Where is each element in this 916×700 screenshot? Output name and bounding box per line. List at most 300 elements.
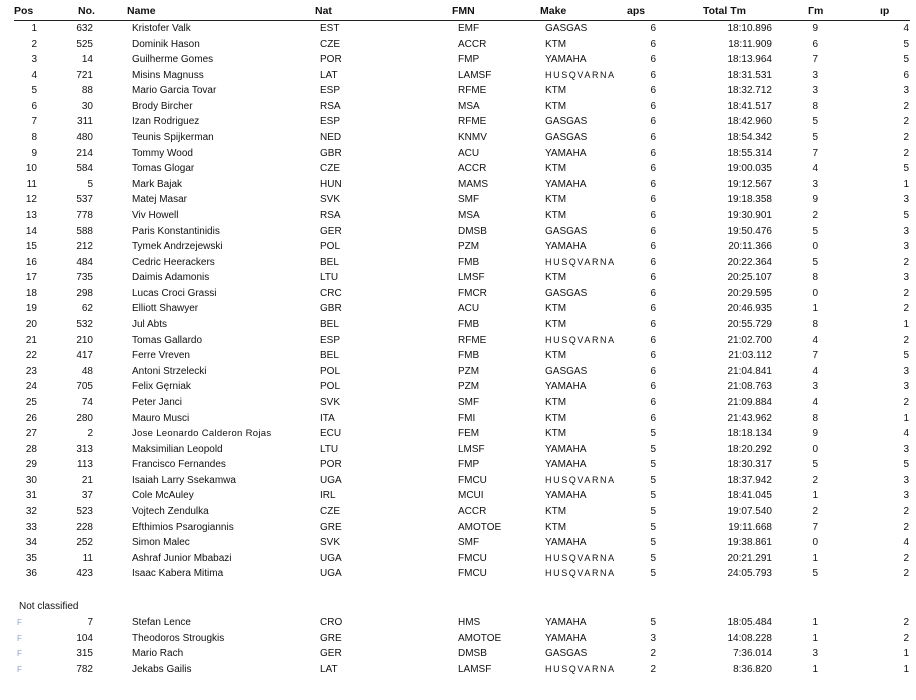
cell-lp: 5: [903, 350, 909, 362]
cell-fmn: MSA: [458, 100, 480, 112]
cell-lp: 5: [903, 163, 909, 175]
cell-fmn: LAMSF: [458, 663, 492, 675]
cell-no: 48: [81, 365, 93, 377]
cell-make: KTM: [545, 505, 567, 517]
cell-make: HUSQVARNA: [545, 256, 616, 267]
table-row: [0, 208, 916, 223]
cell-lp: 3: [903, 85, 909, 97]
cell-name: Jose Leonardo Calderon Rojas: [132, 428, 272, 440]
cell-no: 782: [76, 663, 93, 675]
cell-lp: 2: [903, 287, 909, 299]
table-row: [0, 286, 916, 301]
cell-nat: GRE: [320, 521, 342, 533]
cell-lp: 6: [903, 69, 909, 81]
cell-make: KTM: [545, 428, 567, 440]
cell-lp: 2: [903, 256, 909, 268]
cell-no: 37: [81, 490, 93, 502]
cell-fmn: KNMV: [458, 132, 487, 144]
cell-fmn: ACCR: [458, 163, 487, 175]
header-nat: Nat: [315, 5, 332, 17]
cell-laps: 6: [650, 319, 656, 331]
cell-laps: 5: [650, 552, 656, 564]
cell-total: 20:55.729: [727, 319, 772, 331]
cell-total: 20:46.935: [727, 303, 772, 315]
cell-tm: 2: [812, 505, 818, 517]
cell-fmn: RFME: [458, 334, 487, 346]
cell-lp: 2: [903, 568, 909, 580]
cell-pos: 14: [25, 225, 37, 237]
table-row: [0, 52, 916, 67]
table-row: [0, 535, 916, 550]
cell-laps: 6: [650, 412, 656, 424]
table-row: [0, 631, 916, 646]
cell-laps: 6: [650, 225, 656, 237]
cell-name: Ferre Vreven: [132, 350, 190, 362]
cell-no: 21: [81, 474, 93, 486]
cell-nat: BEL: [320, 319, 339, 331]
cell-name: Kristofer Valk: [132, 23, 191, 34]
cell-pos: 20: [25, 319, 37, 331]
cell-name: Isaac Kabera Mitima: [132, 568, 224, 580]
cell-no: 228: [76, 521, 93, 533]
cell-name: Matej Masar: [132, 194, 188, 206]
cell-laps: 6: [650, 54, 656, 66]
cell-pos: 29: [25, 459, 37, 471]
cell-tm: 4: [812, 334, 818, 346]
cell-name: Brody Bircher: [132, 100, 193, 112]
cell-make: GASGAS: [545, 132, 588, 144]
cell-laps: 6: [650, 38, 656, 50]
cell-pos: F: [17, 649, 22, 659]
cell-laps: 5: [650, 490, 656, 502]
cell-no: 523: [76, 505, 93, 517]
cell-total: 20:25.107: [727, 272, 772, 284]
cell-pos: 7: [31, 116, 37, 128]
cell-name: Mario Garcia Tovar: [132, 85, 217, 97]
cell-fmn: RFME: [458, 85, 487, 97]
cell-pos: 15: [25, 241, 37, 253]
cell-fmn: LMSF: [458, 443, 485, 455]
cell-nat: ITA: [320, 412, 335, 424]
cell-tm: 1: [812, 632, 818, 644]
cell-name: Felix Gęrniak: [132, 381, 191, 393]
cell-lp: 3: [903, 474, 909, 486]
cell-fmn: PZM: [458, 241, 480, 253]
cell-laps: 6: [650, 85, 656, 97]
cell-total: 18:42.960: [727, 116, 772, 128]
cell-nat: UGA: [320, 552, 342, 564]
cell-lp: 2: [903, 116, 909, 128]
header-lp: ıp: [880, 5, 890, 17]
cell-nat: LTU: [320, 443, 339, 455]
cell-name: Jul Abts: [132, 319, 168, 331]
cell-lp: 2: [903, 505, 909, 517]
cell-laps: 2: [650, 648, 656, 660]
cell-lp: 5: [903, 209, 909, 221]
cell-no: 480: [76, 132, 93, 144]
cell-fmn: MSA: [458, 209, 480, 221]
cell-fmn: HMS: [458, 617, 481, 628]
cell-name: Lucas Croci Grassi: [132, 287, 217, 299]
cell-pos: 23: [25, 365, 37, 377]
header-total: Total Tm: [703, 5, 746, 17]
cell-no: 74: [81, 396, 93, 408]
cell-nat: CRC: [320, 287, 342, 299]
table-row: [0, 114, 916, 129]
cell-name: Tomas Glogar: [132, 163, 195, 175]
cell-nat: EST: [320, 23, 340, 34]
cell-make: YAMAHA: [545, 178, 587, 190]
cell-fmn: LMSF: [458, 272, 485, 284]
cell-tm: 7: [812, 350, 818, 362]
cell-nat: SVK: [320, 396, 341, 408]
cell-nat: LTU: [320, 272, 339, 284]
cell-nat: CZE: [320, 163, 340, 175]
cell-laps: 6: [650, 116, 656, 128]
cell-lp: 4: [903, 23, 909, 34]
cell-make: KTM: [545, 319, 567, 331]
cell-no: 252: [76, 537, 93, 549]
table-row: [0, 37, 916, 52]
table-row: [0, 646, 916, 661]
cell-make: KTM: [545, 85, 567, 97]
cell-nat: GBR: [320, 147, 342, 159]
cell-tm: 2: [812, 474, 818, 486]
cell-nat: RSA: [320, 209, 341, 221]
cell-total: 14:08.228: [727, 632, 772, 644]
cell-fmn: FEM: [458, 428, 480, 440]
cell-lp: 2: [903, 334, 909, 346]
table-row: [0, 99, 916, 114]
cell-lp: 3: [903, 194, 909, 206]
cell-laps: 2: [650, 663, 656, 675]
cell-laps: 5: [650, 568, 656, 580]
table-row: [0, 192, 916, 207]
cell-tm: 9: [812, 194, 818, 206]
cell-tm: 9: [812, 23, 818, 34]
cell-total: 21:08.763: [727, 381, 772, 393]
cell-fmn: LAMSF: [458, 69, 492, 81]
cell-fmn: FMCU: [458, 568, 487, 580]
cell-no: 315: [76, 648, 93, 660]
cell-tm: 5: [812, 132, 818, 144]
cell-name: Vojtech Zendulka: [132, 505, 209, 517]
cell-no: 113: [77, 459, 93, 471]
cell-fmn: ACU: [458, 147, 480, 159]
table-header: [0, 5, 916, 19]
cell-nat: ECU: [320, 428, 342, 440]
table-row: [0, 426, 916, 441]
cell-fmn: SMF: [458, 537, 480, 549]
cell-lp: 2: [903, 132, 909, 144]
cell-total: 7:36.014: [733, 648, 772, 660]
cell-total: 19:18.358: [727, 194, 772, 206]
cell-fmn: FMI: [458, 412, 476, 424]
cell-no: 632: [76, 23, 93, 34]
cell-nat: ESP: [320, 116, 341, 128]
cell-total: 21:02.700: [727, 334, 772, 346]
cell-total: 21:03.112: [728, 350, 772, 362]
cell-laps: 6: [650, 147, 656, 159]
cell-total: 18:05.484: [727, 617, 772, 628]
cell-fmn: SMF: [458, 396, 480, 408]
cell-pos: 16: [25, 256, 37, 268]
cell-make: KTM: [545, 350, 567, 362]
cell-total: 18:31.531: [727, 69, 772, 81]
cell-tm: 9: [812, 428, 818, 440]
cell-nat: RSA: [320, 100, 341, 112]
cell-make: GASGAS: [545, 23, 588, 34]
cell-nat: POL: [320, 365, 341, 377]
cell-total: 24:05.793: [727, 568, 772, 580]
cell-total: 20:21.291: [727, 552, 772, 564]
cell-nat: ESP: [320, 334, 341, 346]
header-name: Name: [127, 5, 156, 17]
cell-fmn: RFME: [458, 116, 487, 128]
cell-make: YAMAHA: [545, 381, 587, 393]
cell-total: 19:30.901: [727, 209, 772, 221]
cell-laps: 6: [650, 303, 656, 315]
cell-laps: 6: [650, 396, 656, 408]
cell-make: YAMAHA: [545, 632, 587, 644]
cell-lp: 3: [903, 241, 909, 253]
cell-make: YAMAHA: [545, 443, 587, 455]
cell-pos: 11: [26, 178, 37, 190]
cell-make: YAMAHA: [545, 54, 587, 66]
cell-laps: 6: [650, 178, 656, 190]
cell-name: Tomas Gallardo: [132, 334, 203, 346]
cell-no: 525: [76, 38, 93, 50]
cell-pos: 24: [25, 381, 37, 393]
cell-laps: 5: [650, 474, 656, 486]
cell-lp: 2: [903, 100, 909, 112]
cell-pos: 10: [25, 163, 37, 175]
cell-tm: 4: [812, 163, 818, 175]
cell-total: 18:11.909: [728, 38, 772, 50]
table-row: [0, 130, 916, 145]
cell-pos: 34: [25, 537, 37, 549]
table-row: [0, 395, 916, 410]
cell-tm: 3: [812, 69, 818, 81]
table-row: [0, 504, 916, 519]
cell-total: 19:12.567: [727, 178, 772, 190]
cell-tm: 3: [812, 381, 818, 393]
cell-pos: F: [17, 664, 22, 674]
cell-lp: 1: [903, 663, 909, 675]
cell-make: KTM: [545, 521, 567, 533]
cell-make: KTM: [545, 38, 567, 50]
cell-name: Isaiah Larry Ssekamwa: [132, 474, 236, 486]
table-row: [0, 68, 916, 83]
cell-nat: GER: [320, 648, 342, 660]
cell-laps: 6: [650, 132, 656, 144]
cell-laps: 5: [650, 428, 656, 440]
cell-name: Dominik Hason: [132, 38, 200, 50]
cell-total: 19:00.035: [727, 163, 772, 175]
cell-make: YAMAHA: [545, 459, 587, 471]
cell-no: 7: [87, 617, 93, 628]
cell-pos: 4: [31, 69, 37, 81]
cell-lp: 2: [903, 303, 909, 315]
cell-tm: 8: [812, 100, 818, 112]
cell-nat: POR: [320, 459, 342, 471]
cell-total: 18:41.517: [727, 100, 772, 112]
cell-name: Elliott Shawyer: [132, 303, 199, 315]
cell-fmn: FMCU: [458, 552, 487, 564]
cell-no: 423: [76, 568, 93, 580]
cell-total: 18:54.342: [727, 132, 772, 144]
cell-pos: 21: [25, 334, 37, 346]
cell-name: Antoni Strzelecki: [132, 365, 207, 377]
cell-total: 18:20.292: [727, 443, 772, 455]
cell-total: 21:09.884: [727, 396, 772, 408]
cell-make: HUSQVARNA: [545, 568, 616, 579]
cell-laps: 6: [650, 334, 656, 346]
cell-total: 20:22.364: [727, 256, 772, 268]
cell-total: 19:38.861: [727, 537, 772, 549]
cell-make: GASGAS: [545, 116, 588, 128]
cell-name: Cedric Heerackers: [132, 256, 215, 268]
cell-total: 18:32.712: [727, 85, 772, 97]
cell-make: YAMAHA: [545, 617, 587, 628]
cell-no: 588: [76, 225, 93, 237]
cell-lp: 5: [903, 459, 909, 471]
cell-pos: 5: [31, 85, 37, 97]
cell-nat: ESP: [320, 85, 341, 97]
cell-laps: 5: [650, 443, 656, 455]
cell-no: 721: [76, 69, 93, 81]
table-row: [0, 615, 916, 630]
cell-fmn: PZM: [458, 365, 480, 377]
cell-tm: 5: [812, 568, 818, 580]
cell-tm: 2: [812, 209, 818, 221]
cell-nat: BEL: [320, 256, 339, 268]
cell-nat: GER: [320, 225, 342, 237]
cell-no: 778: [76, 209, 93, 221]
cell-pos: 17: [25, 272, 37, 284]
cell-no: 584: [76, 163, 93, 175]
cell-laps: 6: [650, 23, 656, 34]
cell-total: 18:10.896: [727, 23, 772, 34]
cell-total: 18:18.134: [727, 428, 772, 440]
cell-tm: 0: [812, 287, 818, 299]
cell-laps: 6: [650, 350, 656, 362]
table-row: [0, 348, 916, 363]
cell-laps: 5: [650, 537, 656, 549]
cell-tm: 5: [812, 225, 818, 237]
header-make: Make: [540, 5, 567, 17]
cell-name: Mark Bajak: [132, 178, 183, 190]
cell-fmn: ACU: [458, 303, 480, 315]
cell-nat: CRO: [320, 617, 343, 628]
cell-name: Mauro Musci: [132, 412, 190, 424]
cell-tm: 3: [812, 85, 818, 97]
cell-name: Mario Rach: [132, 648, 184, 660]
cell-make: YAMAHA: [545, 147, 587, 159]
cell-lp: 4: [903, 537, 909, 549]
table-row: [0, 442, 916, 457]
table-row: [0, 83, 916, 98]
cell-name: Simon Malec: [132, 537, 190, 549]
cell-pos: 30: [25, 474, 37, 486]
cell-make: GASGAS: [545, 287, 588, 299]
cell-pos: 22: [25, 350, 37, 362]
cell-laps: 3: [650, 632, 656, 644]
cell-total: 18:55.314: [727, 147, 772, 159]
table-row: [0, 177, 916, 192]
cell-name: Jekabs Gailis: [132, 663, 192, 675]
cell-lp: 2: [903, 617, 909, 628]
cell-fmn: SMF: [458, 194, 480, 206]
cell-pos: 18: [25, 287, 37, 299]
table-row: [0, 520, 916, 535]
cell-fmn: FMP: [458, 459, 480, 471]
cell-tm: 4: [812, 365, 818, 377]
cell-nat: GBR: [320, 303, 342, 315]
cell-laps: 6: [650, 256, 656, 268]
cell-make: KTM: [545, 412, 567, 424]
cell-fmn: FMB: [458, 256, 480, 268]
cell-nat: NED: [320, 132, 342, 144]
cell-lp: 1: [903, 648, 909, 660]
cell-no: 280: [76, 412, 93, 424]
cell-lp: 2: [903, 521, 909, 533]
cell-total: 18:30.317: [727, 459, 772, 471]
cell-total: 18:13.964: [727, 54, 772, 66]
cell-name: Peter Janci: [132, 396, 183, 408]
cell-tm: 8: [812, 412, 818, 424]
cell-lp: 1: [903, 319, 909, 331]
table-row: [0, 379, 916, 394]
cell-tm: 1: [812, 617, 818, 628]
cell-no: 88: [81, 85, 93, 97]
cell-nat: POL: [320, 241, 341, 253]
cell-pos: 1: [31, 23, 37, 34]
cell-no: 298: [76, 287, 93, 299]
table-row: [0, 239, 916, 254]
cell-no: 484: [76, 256, 93, 268]
cell-fmn: FMP: [458, 54, 480, 66]
cell-pos: 28: [25, 443, 37, 455]
cell-pos: 27: [25, 428, 37, 440]
cell-pos: 8: [31, 132, 37, 144]
table-row: [0, 146, 916, 161]
header-no: No.: [78, 5, 95, 17]
cell-pos: 12: [25, 194, 37, 206]
cell-fmn: FMB: [458, 319, 480, 331]
cell-fmn: DMSB: [458, 225, 487, 237]
cell-lp: 2: [903, 632, 909, 644]
cell-name: Cole McAuley: [132, 490, 194, 502]
cell-total: 20:11.366: [728, 241, 772, 253]
cell-laps: 6: [650, 365, 656, 377]
cell-nat: SVK: [320, 537, 341, 549]
cell-nat: POL: [320, 381, 341, 393]
cell-total: 21:43.962: [727, 412, 772, 424]
cell-pos: 33: [25, 521, 37, 533]
cell-no: 735: [76, 272, 93, 284]
cell-pos: 31: [25, 490, 37, 502]
cell-tm: 0: [812, 241, 818, 253]
cell-pos: F: [17, 618, 22, 627]
cell-fmn: EMF: [458, 23, 480, 34]
cell-laps: 5: [650, 459, 656, 471]
cell-name: Ashraf Junior Mbabazi: [132, 552, 232, 564]
cell-pos: 26: [25, 412, 37, 424]
cell-fmn: FMCR: [458, 287, 487, 299]
cell-name: Theodoros Strougkis: [132, 632, 225, 644]
cell-name: Tommy Wood: [132, 147, 193, 159]
